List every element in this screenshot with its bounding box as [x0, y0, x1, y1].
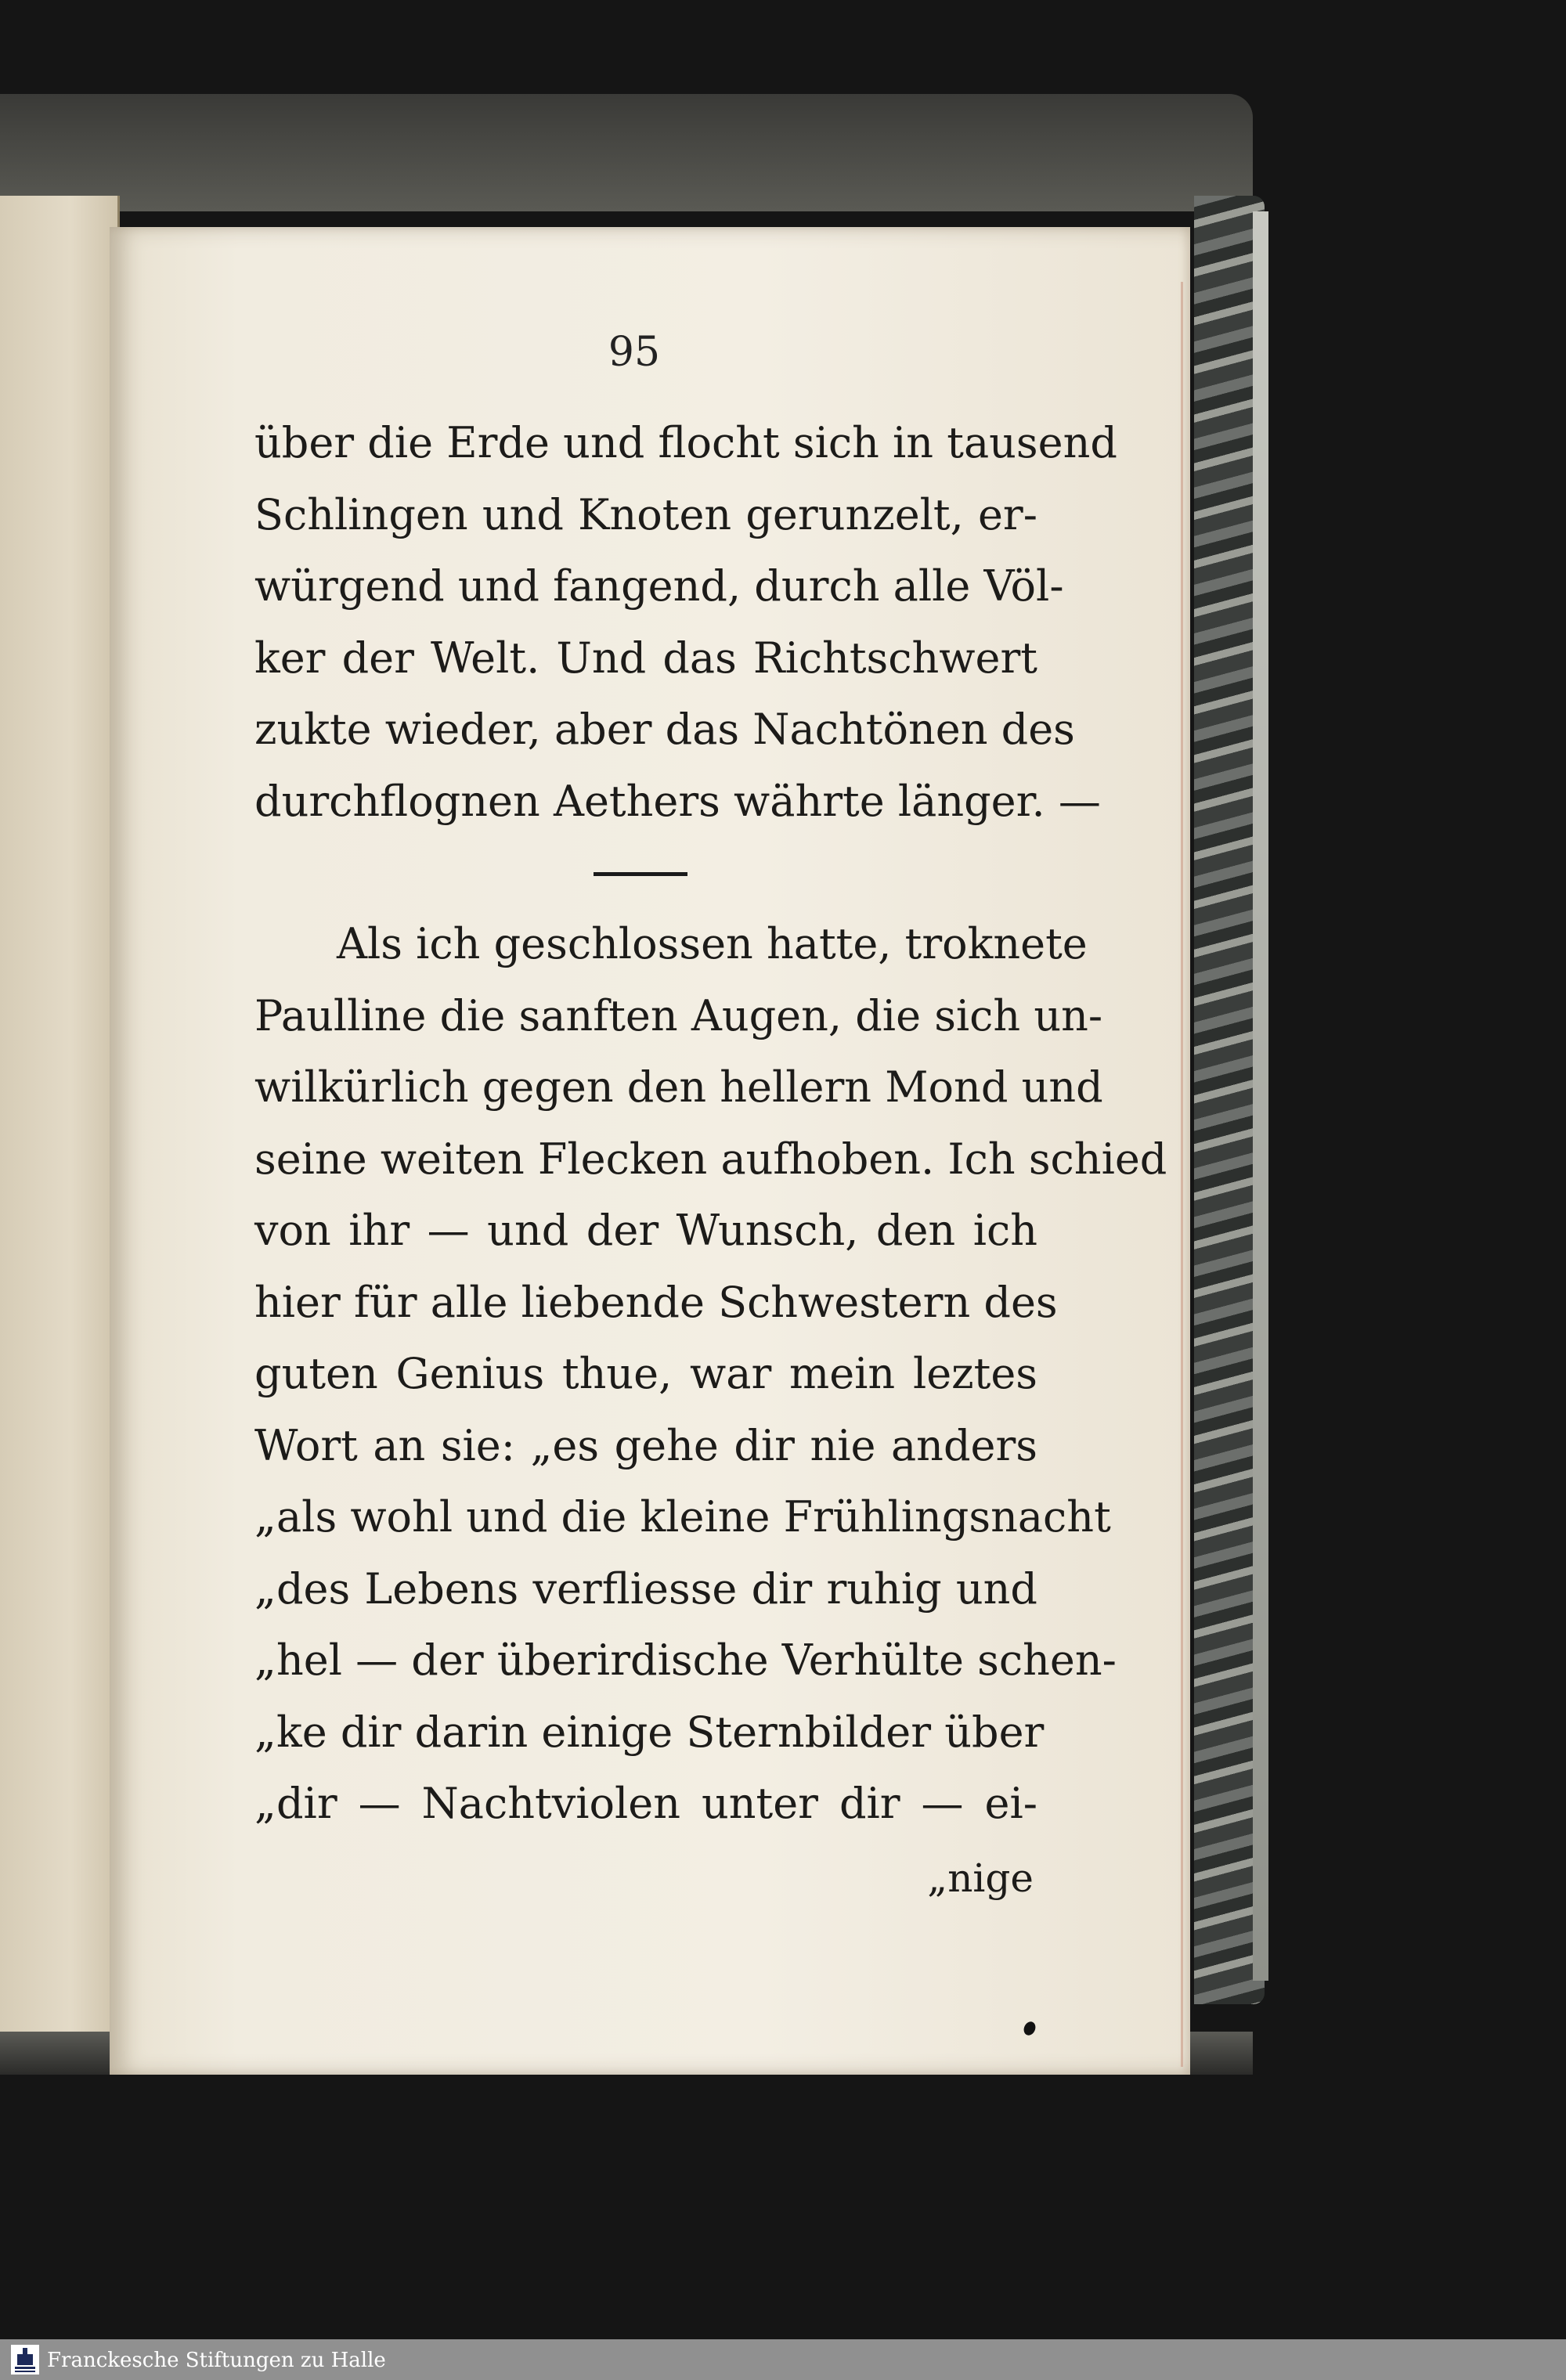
text-line: hier für alle liebende Schwestern des: [254, 1277, 1058, 1327]
text-line: „ke dir darin einige Sternbilder über: [254, 1707, 1045, 1757]
page-number: 95: [608, 329, 661, 376]
text-line: wilkürlich gegen den hellern Mond und: [254, 1062, 1103, 1112]
text-line: über die Erde und flocht sich in tausend: [254, 418, 1117, 467]
text-line: Paulline die sanften Augen, die sich un-: [254, 990, 1103, 1040]
text-line: von ihr — und der Wunsch, den ich: [254, 1206, 1037, 1255]
text-line: Schlingen und Knoten gerunzelt, er-: [254, 489, 1037, 539]
left-facing-page-edge: [0, 196, 120, 2059]
text-line: „als wohl und die kleine Frühlingsnacht: [254, 1492, 1111, 1542]
text-line: ker der Welt. Und das Richtschwert: [254, 633, 1037, 683]
page-edge-rule: [1181, 282, 1183, 2067]
text-line: „hel — der überirdische Verhülte schen-: [254, 1635, 1117, 1685]
paragraph-2: [254, 908, 1167, 1840]
text-line: „dir — Nachtviolen unter dir — ei-: [254, 1779, 1037, 1828]
text-line: würgend und fangend, durch alle Völ-: [254, 561, 1064, 611]
text-line: Als ich geschlossen hatte, troknete: [337, 919, 1088, 968]
text-line: „des Lebens verfliesse dir ruhig und: [254, 1563, 1037, 1614]
book-cover-top-edge: [0, 94, 1253, 211]
text-line: seine weiten Flecken aufhoben. Ich schied: [254, 1134, 1167, 1184]
paragraph-1: [254, 407, 1117, 837]
text-line: zukte wieder, aber das Nachtönen des: [254, 705, 1075, 754]
text-line: Wort an sie: „es gehe dir nie anders: [254, 1420, 1037, 1470]
footer-institution-name: Franckesche Stiftungen zu Halle: [47, 2349, 386, 2372]
text-line: durchflognen Aethers währte länger. —: [254, 776, 1101, 826]
text-line: guten Genius thue, war mein leztes: [254, 1349, 1037, 1398]
institution-logo-icon: [11, 2345, 39, 2375]
cover-spine-highlight: [1253, 211, 1268, 1981]
catchword: „nige: [927, 1855, 1034, 1901]
section-separator-rule: [594, 872, 687, 876]
